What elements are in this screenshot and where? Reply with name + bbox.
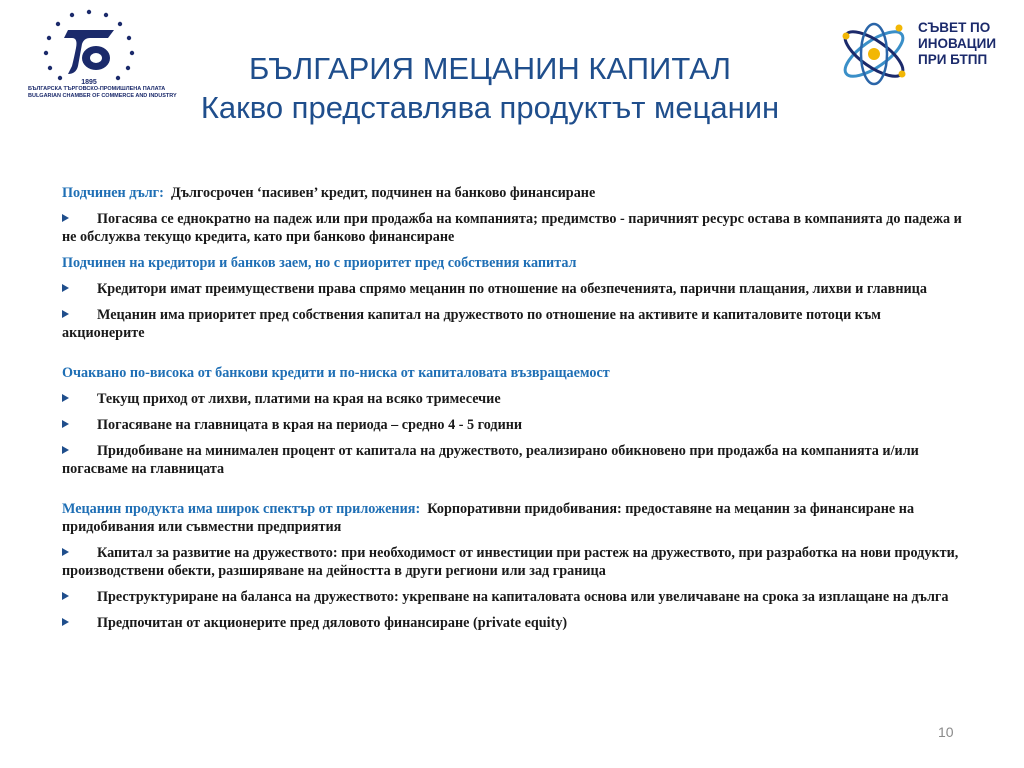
list-item — [62, 280, 962, 298]
bullet-arrow-icon — [62, 446, 69, 454]
list-item — [62, 390, 962, 408]
chamber-name-bg: БЪЛГАРСКА ТЪРГОВСКО-ПРОМИШЛЕНА ПАЛАТА — [28, 86, 166, 92]
list-item — [62, 544, 962, 580]
section-label: Подчинен дълг: — [62, 185, 164, 201]
bullet-text: Придобиване на минимален процент от капитала на дружеството, реализирано обикновено при продажба на компанията и/или погасваме на главницата — [62, 443, 919, 477]
bullet-text: Текущ приход от лихви, платими на края на всяко тримесечие — [97, 391, 501, 407]
bullet-arrow-icon — [62, 394, 69, 402]
bullet-arrow-icon — [62, 214, 69, 222]
atom-icon — [836, 14, 916, 94]
section-subordinated-debt — [62, 184, 962, 202]
bullet-arrow-icon — [62, 420, 69, 428]
list-item — [62, 210, 962, 246]
page-number: 10 — [938, 724, 954, 740]
bullet-text: Кредитори имат преимуществени права спрямо мецанин по отношение на обезпеченията, парични плащания, лихви и главница — [97, 281, 927, 297]
bullet-arrow-icon — [62, 548, 69, 556]
slide-title — [140, 50, 840, 128]
bullet-text: Мецанин има приоритет пред собствения капитал на дружеството по отношение на активите и капиталовите потоци към акционерите — [62, 307, 881, 341]
bullet-text: Погасяване на главницата в края на периода – средно 4 - 5 години — [97, 417, 523, 433]
section-label: Мецанин продукта има широк спектър от приложения: — [62, 501, 421, 517]
bullet-arrow-icon — [62, 592, 69, 600]
list-item — [62, 442, 962, 478]
list-item — [62, 416, 962, 434]
section-heading: Подчинен на кредитори и банков заем, но с приоритет пред собствения капитал — [62, 255, 577, 271]
section-applications — [62, 500, 962, 536]
list-item — [62, 588, 962, 606]
bullet-text: Предпочитан от акционерите пред дяловото финансиране (private equity) — [97, 615, 568, 631]
list-item — [62, 306, 962, 342]
bullet-text: Погасява се еднократно на падеж или при продажба на компанията; предимство - паричният ресурс остава в компанията до падежа и не обслужва текущо кредита, като при банково финансиране — [62, 211, 962, 245]
council-line-2: ИНОВАЦИИ — [918, 36, 997, 51]
bullet-arrow-icon — [62, 310, 69, 318]
chamber-logo — [28, 8, 177, 104]
council-line-1: СЪВЕТ ПО — [918, 20, 991, 35]
section-heading: Очаквано по-висока от банкови кредити и по-ниска от капиталовата възвращаемост — [62, 365, 610, 381]
bullet-arrow-icon — [62, 284, 69, 292]
bullet-text: Капитал за развитие на дружеството: при необходимост от инвестиции при растеж на дружеството, при разработка на нови продукти, производствени обекти, разширяване на дейността в други региони или зад граница — [62, 545, 959, 579]
title-main: БЪЛГАРИЯ МЕЦАНИН КАПИТАЛ — [249, 51, 731, 86]
section-text: Дългосрочен ‘пасивен’ кредит, подчинен на банково финансиране — [170, 185, 596, 201]
chamber-name-en: BULGARIAN CHAMBER OF COMMERCE AND INDUSTRY — [28, 93, 177, 99]
innovation-council-logo — [836, 14, 1006, 94]
list-item — [62, 614, 962, 632]
council-line-3: ПРИ БТПП — [918, 52, 988, 67]
bullet-arrow-icon — [62, 618, 69, 626]
seal-year: 1895 — [81, 79, 97, 86]
bullet-text: Преструктуриране на баланса на дружеството: укрепване на капиталовата основа или увеличаване на срока за изплащане на дълга — [97, 589, 949, 605]
slide-body — [62, 184, 962, 640]
chamber-seal-icon — [28, 8, 150, 88]
title-sub: Какво представлява продуктът мецанин — [200, 90, 780, 125]
section-text: Корпоративни придобивания: предоставяне на мецанин за финансиране на придобивания или съвместни предприятия — [62, 501, 915, 535]
